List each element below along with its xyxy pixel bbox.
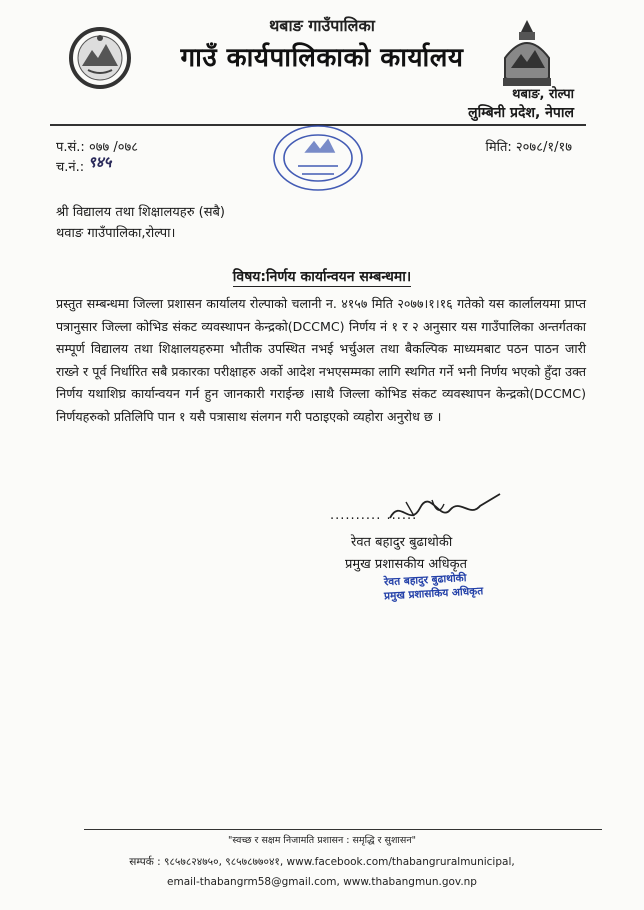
dispatch-number: ९४५ (88, 153, 112, 171)
office-stamp-icon (270, 122, 366, 194)
address-line-1: थबाङ, रोल्पा (512, 87, 574, 102)
signature-dots: .......... ...... (330, 508, 418, 523)
signature-stamp (384, 572, 514, 606)
signer-name: रेवत बहादुर बुढाथोकी (351, 535, 453, 550)
address-line-2: लुम्बिनी प्रदेश, नेपाल (468, 105, 574, 121)
footer-divider (84, 829, 602, 830)
stamp-name: रेवत बहादुर बुढाथोकी (383, 572, 467, 589)
contact-line-2: email-thabangrm58@gmail.com, www.thabangmun.gov.np (167, 876, 477, 888)
reference-number: प.सं.: ०७७ /०७८ (56, 140, 139, 155)
contact-line-1: सम्पर्क : ९८५७८२४७५०, ९८५७८७७०४१, www.facebook.com/thabangruralmunicipal, (129, 856, 515, 868)
recipient-line-1: श्री विद्यालय तथा शिक्षालयहरु (सबै) (56, 205, 225, 220)
municipality-name: थबाङ गाउँपालिका (269, 16, 375, 35)
dispatch-label: च.नं.: (56, 160, 85, 175)
recipient-line-2: थवाङ गाउँपालिका,रोल्पा। (56, 226, 176, 241)
letter-body: प्रस्तुत सम्बन्धमा जिल्ला प्रशासन कार्यालय रोल्पाको चलानी न. ४१५७ मिति २०७७।१।१६ गतेको यस कार्लालयमा प्राप्त पत्रानुसार जिल्ला कोभिड संकट व्यवस्थापन केन्द्रको(DCCMC) निर्णय नं १ र २ अनुसार यस गाउँपालिका अन्तर्गतका सम्पूर्ण विद्यालय तथा शिक्षालयहरुमा भौतीक उपस्थित नभई भर्चुअल तथा बैकल्पिक माध्यमबाट पठन पाठन जारी राख्ने र पूर्व निर्धारित सबै प्रकारका परीक्षाहरु अर्को आदेश नभएसम्मका लागि स्थगित गर्ने भनी निर्णय भएको हुँदा उक्त निर्णय यथाशिघ्र कार्यान्वयन गर्न हुन जानकारी गराईन्छ ।साथै जिल्ला कोभिड संकट व्यवस्थापन केन्द्रको(DCCMC) निर्णयहरुको प्रतिलिपि पान १ यसै पत्रासाथ संलगन गरी पठाइएको व्यहोरा अनुरोध छ । (56, 296, 586, 424)
office-title: गाउँ कार्यपालिकाको कार्यालय (180, 43, 464, 73)
stamp-title: प्रमुख प्रशासकिय अधिकृत (383, 585, 484, 603)
footer-motto: "स्वच्छ र सक्षम निजामति प्रशासन : समृद्धि र सुशासन" (228, 835, 416, 846)
signer-title: प्रमुख प्रशासकीय अधिकृत (345, 557, 468, 572)
footer-contact (0, 852, 644, 892)
nepal-emblem-icon (68, 26, 132, 90)
municipality-logo-icon (497, 18, 557, 90)
subject-text: विषय:निर्णय कार्यान्वयन सम्बन्धमा। (232, 269, 412, 285)
letter-date: मिति: २०७८/१/१७ (485, 140, 572, 155)
subject-line (0, 266, 644, 286)
